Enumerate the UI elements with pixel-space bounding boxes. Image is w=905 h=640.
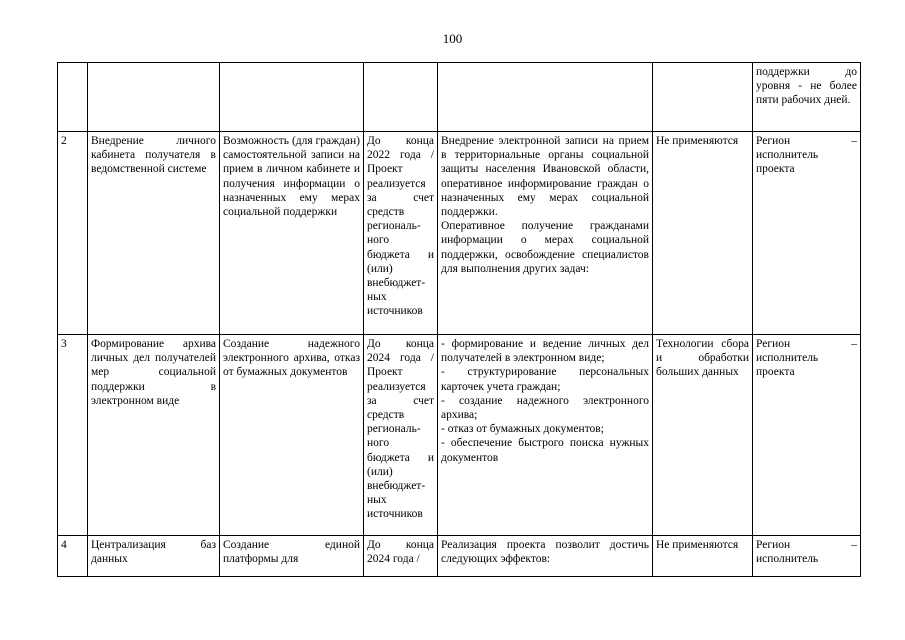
cell-effects: Реализация проекта позволит достичь следующих эффектов:	[438, 536, 653, 577]
table-row	[58, 63, 861, 132]
page-number: 100	[442, 31, 463, 46]
cell-number: 3	[58, 335, 88, 536]
cell-number: 4	[58, 536, 88, 577]
table-row	[58, 132, 861, 335]
cell-effects: Внедрение электронной записи на прием в территориальные органы социальной защиты населения Ивановской области, оперативное информирование граждан о назначенных ему мерах социальной поддержки. Оперативное получение гражданами информации о мерах социальной поддержки, освобождение специалистов для выполнения других задач:	[438, 132, 653, 335]
cell-technologies: Технологии сбора и обработки больших данных	[653, 335, 753, 536]
cell-deadline	[364, 63, 438, 132]
cell-opportunity: Создание надежного электронного архива, отказ от бумажных документов	[220, 335, 364, 536]
cell-executor: поддержки до уровня - не более пяти рабочих дней.	[753, 63, 861, 132]
cell-technologies: Не применяются	[653, 132, 753, 335]
cell-executor: Регион – исполнитель проекта	[753, 132, 861, 335]
cell-executor: Регион – исполнитель	[753, 536, 861, 577]
table-row	[58, 335, 861, 536]
cell-executor: Регион – исполнитель проекта	[753, 335, 861, 536]
cell-deadline: До конца 2022 года / Проект реализуется за счет средств региональ-ного бюджета и (или) внебюджет-ных источников	[364, 132, 438, 335]
cell-opportunity: Создание единой платформы для	[220, 536, 364, 577]
cell-number: 2	[58, 132, 88, 335]
cell-opportunity	[220, 63, 364, 132]
cell-number	[58, 63, 88, 132]
cell-measure-name: Централизация баз данных	[88, 536, 220, 577]
cell-measure-name	[88, 63, 220, 132]
cell-deadline: До конца 2024 года / Проект реализуется за счет средств региональ-ного бюджета и (или) внебюджет-ных источников	[364, 335, 438, 536]
cell-effects	[438, 63, 653, 132]
cell-measure-name: Формирование архива личных дел получателей мер социальной поддержки в электронном виде	[88, 335, 220, 536]
measures-table	[57, 62, 861, 577]
cell-technologies: Не применяются	[653, 536, 753, 577]
cell-technologies	[653, 63, 753, 132]
cell-opportunity: Возможность (для граждан) самостоятельной записи на прием в личном кабинете и получения информации о назначенных ему мерах социальной поддержки	[220, 132, 364, 335]
cell-measure-name: Внедрение личного кабинета получателя в ведомственной системе	[88, 132, 220, 335]
table-row	[58, 536, 861, 577]
cell-deadline: До конца 2024 года /	[364, 536, 438, 577]
cell-effects: - формирование и ведение личных дел получателей в электронном виде; - структурирование персональных карточек учета граждан; - создание надежного электронного архива; - отказ от бумажных документов; - обеспечение быстрого поиска нужных документов	[438, 335, 653, 536]
